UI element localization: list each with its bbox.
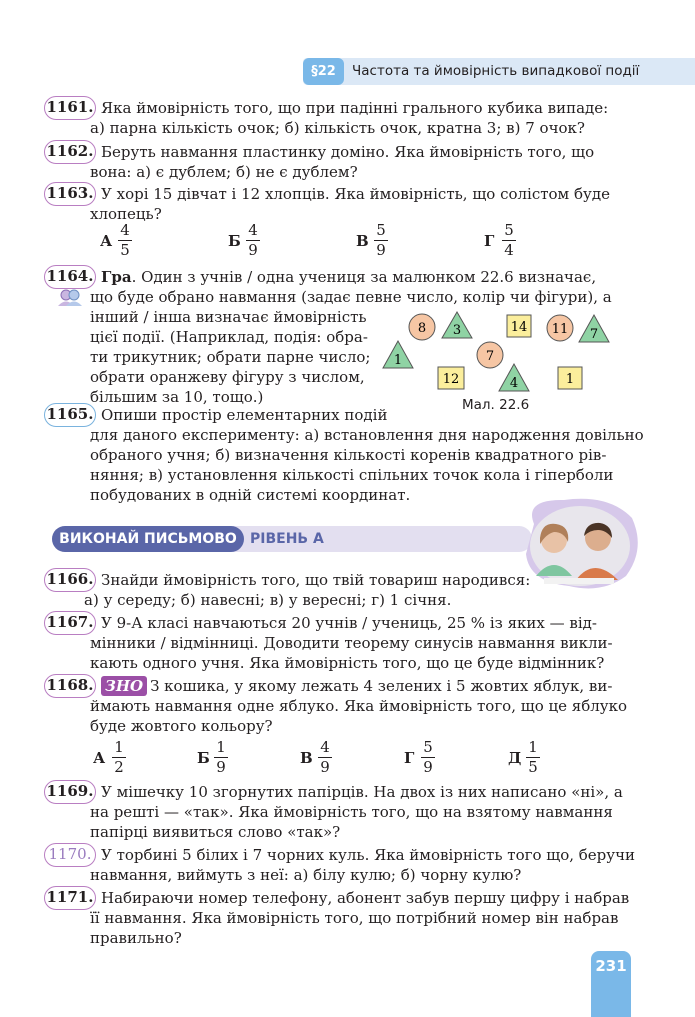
figure-triangle-7	[579, 315, 609, 342]
figure-circle-8	[409, 314, 435, 340]
problem-number-1163: 1163.	[44, 182, 96, 206]
banner-level: РІВЕНЬ А	[250, 531, 324, 547]
problem-text-1165-line1: Опиши простір елементарних подій	[101, 406, 388, 424]
option-fraction: 4 9	[318, 739, 332, 776]
problem-text-1164-line5: ти трикутник; обрати парне число;	[90, 348, 371, 366]
problem-number-1171: 1171.	[44, 886, 96, 910]
problem-text-1164-line6: обрати оранжеву фігуру з числом,	[90, 368, 365, 386]
problem-text-1164-line3: інший / інша визначає ймовірність	[90, 308, 367, 326]
option-letter: Б	[228, 232, 241, 250]
problem-text-1162-line2: вона: а) є дублем; б) не є дублем?	[90, 163, 358, 181]
problem-number-1164: 1164.	[44, 265, 96, 289]
problem-text-1165-line5: побудованих в одній системі координат.	[90, 486, 411, 504]
problem-text-1161-line1: Яка ймовірність того, що при падінні грального кубика випаде:	[101, 99, 609, 117]
problem-text-1163-line2: хлопець?	[90, 205, 162, 223]
figure-triangle-4	[499, 364, 529, 391]
page-number: 231	[595, 957, 627, 975]
problem-text-1162-line1: Беруть навмання пластинку доміно. Яка ймовірність того, що	[101, 143, 595, 161]
problem-text-1167-line2: мінники / відмінниці. Доводити теорему синусів навмання викли-	[90, 634, 613, 652]
problem-text-1164-line4: цієї події. (Наприклад, подія: обра-	[90, 328, 368, 346]
option-fraction: 5 4	[502, 222, 516, 259]
banner-title: ВИКОНАЙ ПИСЬМОВО	[52, 526, 244, 552]
option-letter: В	[356, 232, 369, 250]
option-fraction: 1 9	[214, 739, 228, 776]
problem-text-1165-line4: няння; в) установлення кількості спільних точок кола і гіперболи	[90, 466, 614, 484]
group-work-icon	[55, 287, 85, 307]
problem-text-1164-line2: що буде обрано навмання (задає певне число, колір чи фігури), а	[90, 288, 612, 306]
problem-text-1169-line3: папірці виявиться слово «так»?	[90, 823, 341, 841]
problem-text-1171-line2: її навмання. Яка ймовірність того, що потрібний номер він набрав	[90, 909, 619, 927]
figure-circle-11	[547, 315, 573, 341]
problem-text-1166-line1: Знайди ймовірність того, що твій товариш народився:	[101, 571, 531, 589]
problem-number-1168: 1168.	[44, 674, 96, 698]
svg-text:4: 4	[509, 376, 519, 391]
problem-text-1165-line2: для даного експерименту: а) встановлення дня народження довільно	[90, 426, 644, 444]
figure-triangle-1	[383, 341, 413, 368]
problem-text-1171-line3: правильно?	[90, 929, 182, 947]
option-fraction: 5 9	[374, 222, 388, 259]
problem-text-1169-line2: на решті — «так». Яка ймовірність того, що на взятому навмання	[90, 803, 613, 821]
svg-text:12: 12	[442, 372, 460, 387]
problem-text-1168-line2: ймають навмання одне яблуко. Яка ймовірність того, що це яблуко	[90, 697, 628, 715]
problem-text-1171-line1: Набираючи номер телефону, абонент забув першу цифру і набрав	[101, 889, 630, 907]
figure-square-14	[507, 315, 531, 337]
option-letter: А	[93, 749, 106, 767]
figure-triangle-3	[442, 312, 472, 338]
option-letter: А	[100, 232, 113, 250]
problem-text-1165-line3: обраного учня; б) визначення кількості коренів квадратного рів-	[90, 446, 607, 464]
figure-square-12	[438, 367, 464, 389]
problem-number-1166: 1166.	[44, 568, 96, 592]
svg-text:7: 7	[485, 349, 495, 364]
problem-number-1161: 1161.	[44, 96, 96, 120]
problem-text-1168-line3: буде жовтого кольору?	[90, 717, 273, 735]
option-fraction: 1 2	[112, 739, 126, 776]
figure-circle-7	[477, 342, 503, 368]
figure-caption: Мал. 22.6	[462, 397, 530, 413]
svg-text:1: 1	[565, 372, 575, 387]
figure-22-6	[376, 308, 616, 398]
svg-text:1: 1	[393, 353, 403, 368]
problem-text-1167-line1: У 9-А класі навчаються 20 учнів / учениць, 25 % із яких — від-	[101, 614, 597, 632]
svg-text:8: 8	[417, 321, 427, 336]
section-title: Частота та ймовірність випадкової події	[352, 63, 640, 79]
students-photo	[514, 494, 644, 594]
problem-text-1164-line7: більшим за 10, тощо.)	[90, 388, 264, 406]
option-fraction: 5 9	[421, 739, 435, 776]
svg-text:3: 3	[452, 323, 462, 338]
option-letter: Д	[508, 749, 522, 767]
problem-text-1166-line2: а) у середу; б) навесні; в) у вересні; г) 1 січня.	[84, 591, 452, 609]
problem-text-1163-line1: У хорі 15 дівчат і 12 хлопців. Яка ймовірність, що солістом буде	[101, 185, 610, 203]
problem-text-1167-line3: кають одного учня. Яка ймовірність того, що це буде відмінник?	[90, 654, 605, 672]
option-letter: В	[300, 749, 313, 767]
svg-text:11: 11	[551, 322, 569, 337]
svg-text:14: 14	[510, 320, 528, 335]
figure-square-1	[558, 367, 582, 389]
problem-number-1169: 1169.	[44, 780, 96, 804]
problem-number-1162: 1162.	[44, 140, 96, 164]
problem-text-1170-line2: навмання, виймуть з неї: а) білу кулю; б) чорну кулю?	[90, 866, 522, 884]
option-letter: Б	[197, 749, 210, 767]
svg-text:7: 7	[589, 327, 599, 342]
problem-number-1167: 1167.	[44, 611, 96, 635]
problem-text-1161-line2: а) парна кількість очок; б) кількість очок, кратна 3; в) 7 очок?	[90, 119, 585, 137]
problem-text-1169-line1: У мішечку 10 згорнутих папірців. На двох із них написано «ні», а	[101, 783, 623, 801]
option-fraction: 4 5	[118, 222, 132, 259]
option-letter: Г	[484, 232, 495, 250]
problem-text-1164-line1: Гра. Один з учнів / одна учениця за малюнком 22.6 визначає,	[101, 268, 597, 286]
problem-number-1170: 1170.	[44, 843, 96, 867]
option-fraction: 1 5	[526, 739, 540, 776]
problem-text-1170-line1: У торбині 5 білих і 7 чорних куль. Яка ймовірність того що, беручи	[101, 846, 636, 864]
problem-number-1165: 1165.	[44, 403, 96, 427]
option-letter: Г	[404, 749, 415, 767]
zno-badge: ЗНО	[101, 676, 147, 696]
option-fraction: 4 9	[246, 222, 260, 259]
section-badge: §22	[303, 58, 344, 85]
problem-text-1168-line1: ЗНО З кошика, у якому лежать 4 зелених і 5 жовтих яблук, ви-	[101, 676, 612, 696]
